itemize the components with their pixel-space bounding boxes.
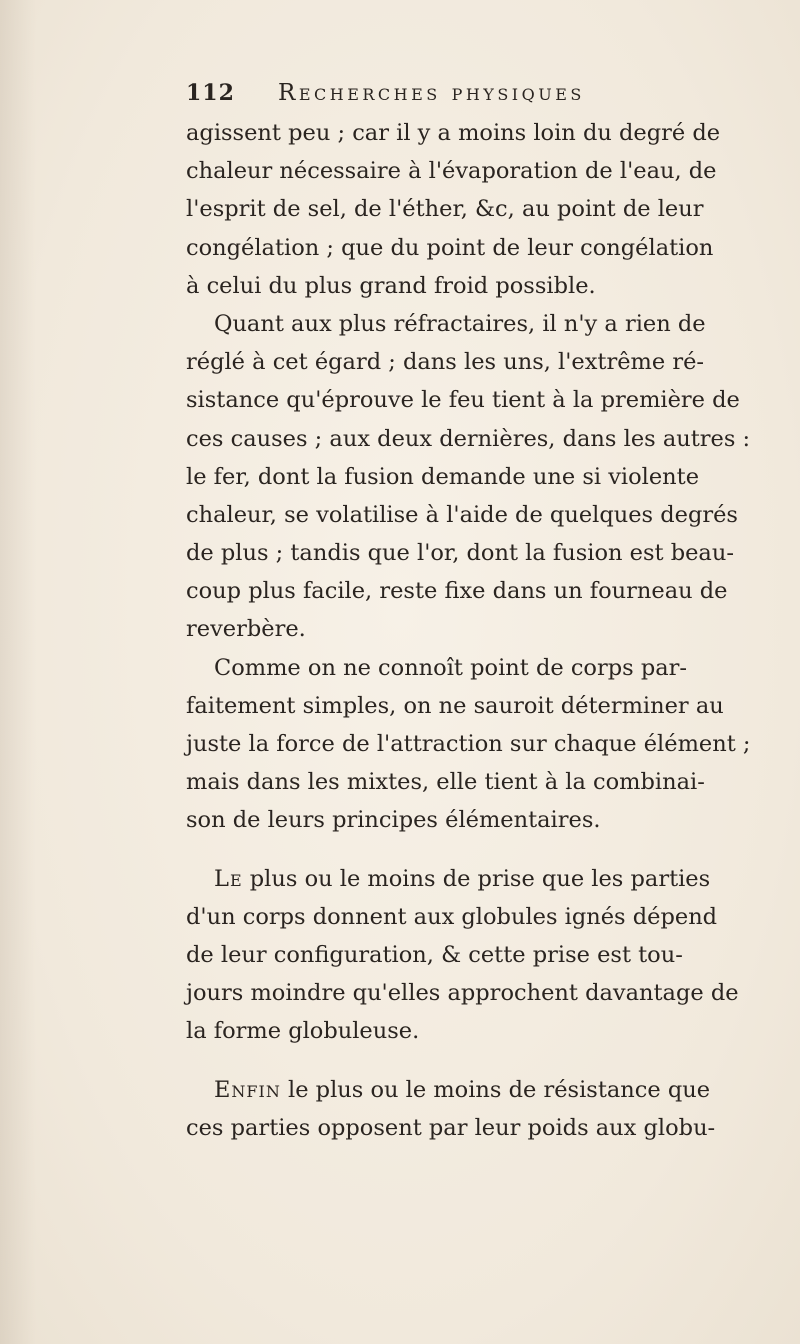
text-line: le fer, dont la fusion demande une si violente [186, 463, 700, 490]
paragraph-4 [186, 860, 739, 1051]
text-line: l'esprit de sel, de l'éther, &c, au point de leur [186, 196, 704, 223]
body-text [186, 114, 751, 1147]
paragraph-2 [186, 305, 751, 649]
line-rest: le plus ou le moins de résistance que [288, 1076, 711, 1103]
text-line: faitement simples, on ne sauroit déterminer au [186, 692, 724, 719]
text-line: à celui du plus grand froid possible. [186, 272, 596, 299]
page-header [186, 80, 686, 110]
text-line: Quant aux plus réfractaires, il n'y a rien de [214, 310, 706, 337]
section-gap [186, 840, 678, 860]
text-line: de plus ; tandis que l'or, dont la fusion est beau- [186, 540, 734, 567]
paragraph-5 [186, 1071, 716, 1147]
paragraph-3 [186, 649, 751, 840]
text-line: chaleur nécessaire à l'évaporation de l'eau, de [186, 158, 717, 185]
text-line: sistance qu'éprouve le feu tient à la première de [186, 387, 740, 414]
text-line: coup plus facile, reste fixe dans un fourneau de [186, 578, 728, 605]
gutter-shadow [0, 0, 36, 1344]
text-line: réglé à cet égard ; dans les uns, l'extrême ré- [186, 349, 705, 376]
text-line [186, 1071, 711, 1109]
paragraph-1 [186, 114, 721, 305]
text-line: congélation ; que du point de leur congélation [186, 234, 714, 261]
text-line: reverbère. [186, 616, 306, 643]
text-line: mais dans les mixtes, elle tient à la combinai- [186, 769, 705, 796]
text-line: chaleur, se volatilise à l'aide de quelques degrés [186, 501, 738, 528]
page-number: 112 [186, 80, 235, 106]
lead-word: Le [214, 865, 243, 892]
running-title: Recherches physiques [278, 80, 585, 106]
text-line: Comme on ne connoît point de corps par- [214, 654, 687, 681]
text-line: jours moindre qu'elles approchent davantage de [186, 980, 739, 1007]
line-rest: plus ou le moins de prise que les parties [249, 865, 711, 892]
section-gap [186, 1051, 678, 1071]
text-line: de leur configuration, & cette prise est tou- [186, 941, 683, 968]
text-line: son de leurs principes élémentaires. [186, 807, 601, 834]
text-line: d'un corps donnent aux globules ignés dépend [186, 903, 718, 930]
text-line: ces causes ; aux deux dernières, dans les autres : [186, 425, 751, 452]
text-line: ces parties opposent par leur poids aux globu- [186, 1114, 716, 1141]
text-line [186, 860, 711, 898]
text-line: agissent peu ; car il y a moins loin du degré de [186, 120, 721, 146]
lead-word: Enfin [214, 1076, 281, 1103]
text-line: juste la force de l'attraction sur chaque élément ; [186, 731, 751, 757]
text-line: la forme globuleuse. [186, 1018, 420, 1045]
